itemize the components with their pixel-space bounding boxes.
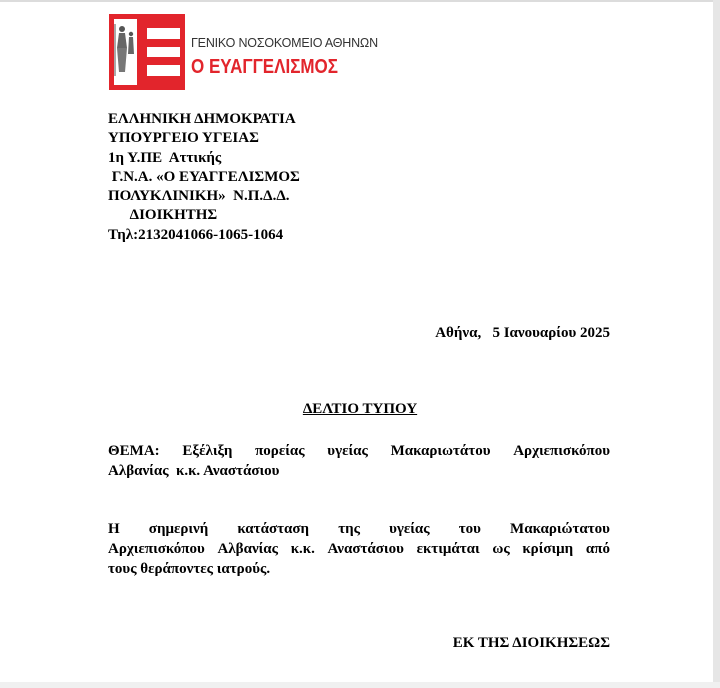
body-word: της <box>338 521 360 537</box>
body-word: εκτιμάται <box>416 541 480 557</box>
subject-word: πορείας <box>255 443 305 459</box>
body-word: ως <box>492 541 510 557</box>
body-line-1 <box>108 519 610 539</box>
header-line: ΠΟΛΥΚΛΙΝΙΚΗ» Ν.Π.Δ.Δ. <box>108 188 290 205</box>
page-edge-top <box>0 0 720 2</box>
body-word: Μακαριώτατου <box>510 521 610 537</box>
subject-line-1 <box>108 441 610 461</box>
body-line-3: τους θεράποντες ιατρούς. <box>108 561 271 577</box>
body-word: Η <box>108 521 120 537</box>
subject-word: Μακαριωτάτου <box>390 443 491 459</box>
header-line: Γ.Ν.Α. «Ο ΕΥΑΓΓΕΛΙΣΜΟΣ <box>108 168 300 185</box>
body-word: του <box>458 521 481 537</box>
body-word: από <box>585 541 610 557</box>
body-word: Αρχιεπισκόπου <box>108 541 205 557</box>
header-line: 1η Υ.ΠΕ Αττικής <box>108 149 222 166</box>
page-edge-bottom <box>0 682 720 688</box>
subject-word: Αρχιεπισκόπου <box>513 443 610 459</box>
logo-bottom-text: Ο ΕΥΑΓΓΕΛΙΣΜΟΣ <box>191 56 338 78</box>
body-paragraph <box>108 519 610 579</box>
subject-word: ΘΕΜΑ: <box>108 443 160 459</box>
body-word: κ.κ. <box>290 541 315 557</box>
sender-header <box>108 110 300 245</box>
logo-top-text: ΓΕΝΙΚΟ ΝΟΣΟΚΟΜΕΙΟ ΑΘΗΝΩΝ <box>191 36 378 50</box>
document-title: ΔΕΛΤΙΟ ΤΥΠΟΥ <box>302 401 418 417</box>
subject-word: Εξέλιξη <box>182 443 233 459</box>
header-line: ΥΠΟΥΡΓΕΙΟ ΥΓΕΙΑΣ <box>108 130 259 147</box>
body-word: υγείας <box>389 521 430 537</box>
body-word: Αναστάσιου <box>327 541 404 557</box>
subject-paragraph <box>108 441 610 481</box>
page-edge-right <box>713 0 720 688</box>
header-line: ΔΙΟΙΚΗΤΗΣ <box>108 207 218 224</box>
hospital-cross-logo-icon <box>109 14 185 90</box>
body-line-2 <box>108 539 610 559</box>
body-word: Αλβανίας <box>217 541 278 557</box>
subject-word: υγείας <box>327 443 368 459</box>
subject-line-2: Αλβανίας κ.κ. Αναστάσιου <box>108 463 280 479</box>
body-word: κατάσταση <box>237 521 310 537</box>
body-word: σημερινή <box>148 521 209 537</box>
hospital-logo <box>109 14 378 90</box>
header-line: Τηλ:2132041066-1065-1064 <box>108 226 284 243</box>
header-line: ΕΛΛΗΝΙΚΗ ΔΗΜΟΚΡΑΤΙΑ <box>108 111 296 127</box>
body-word: κρίσιμη <box>522 541 574 557</box>
document-date: Αθήνα, 5 Ιανουαρίου 2025 <box>435 325 610 341</box>
signature: ΕΚ ΤΗΣ ΔΙΟΙΚΗΣΕΩΣ <box>452 635 610 651</box>
